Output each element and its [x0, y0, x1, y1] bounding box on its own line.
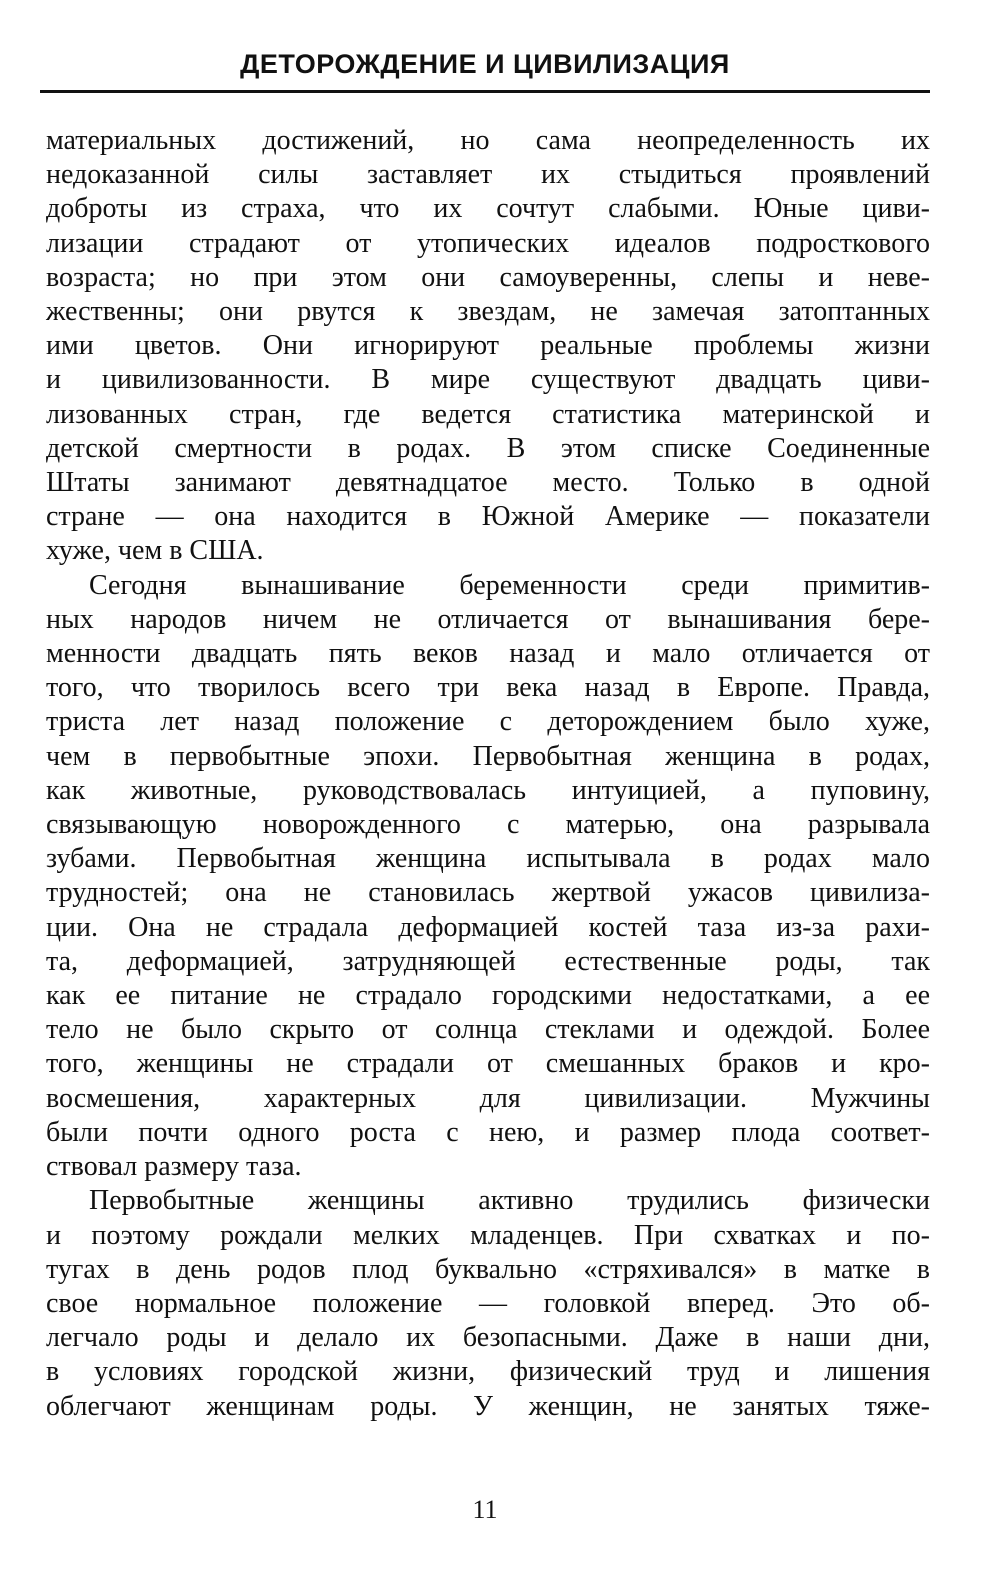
paragraph-3	[46, 1184, 930, 1423]
text-line: хуже, чем в США.	[46, 535, 264, 567]
text-line: того, женщины не страдали от смешанных браков и кро-	[46, 1048, 930, 1080]
text-line: доброты из страха, что их сочтут слабыми. Юные циви-	[46, 193, 930, 225]
text-line: облегчают женщинам роды. У женщин, не занятых тяже-	[46, 1390, 930, 1422]
text-line: ими цветов. Они игнорируют реальные проблемы жизни	[46, 330, 930, 362]
text-line: и цивилизованности. В мире существуют двадцать циви-	[46, 364, 930, 396]
paragraph-2	[46, 569, 930, 1185]
text-line: ствовал размеру таза.	[46, 1151, 302, 1183]
body-text	[46, 124, 930, 1424]
text-line: та, деформацией, затрудняющей естественные роды, так	[46, 945, 930, 977]
text-line: Сегодня вынашивание беременности среди примитив-	[89, 569, 930, 601]
text-line: были почти одного роста с нею, и размер плода соответ-	[46, 1116, 930, 1148]
text-line: тело не было скрыто от солнца стеклами и одеждой. Более	[46, 1014, 930, 1046]
text-line: детской смертности в родах. В этом списке Соединенные	[46, 432, 930, 464]
running-title: ДЕТОРОЖДЕНИЕ И ЦИВИЛИЗАЦИЯ	[240, 49, 730, 79]
text-line: Штаты занимают девятнадцатое место. Только в одной	[46, 467, 930, 499]
text-line: как ее питание не страдало городскими недостатками, а ее	[46, 980, 930, 1012]
text-line: лизованных стран, где ведется статистика материнской и	[46, 398, 930, 430]
text-line: восмешения, характерных для цивилизации. Мужчины	[46, 1082, 930, 1114]
text-line: зубами. Первобытная женщина испытывала в родах мало	[46, 843, 930, 875]
text-line: менности двадцать пять веков назад и мало отличается от	[46, 638, 930, 670]
text-line: недоказанной силы заставляет их стыдиться проявлений	[46, 159, 930, 191]
text-line: материальных достижений, но сама неопределенность их	[46, 125, 930, 156]
text-line: стране — она находится в Южной Америке — показатели	[46, 501, 930, 533]
text-line: возраста; но при этом они самоуверенны, слепы и неве-	[46, 261, 930, 293]
text-line: трудностей; она не становилась жертвой ужасов цивилиза-	[46, 877, 930, 909]
text-line: жественны; они рвутся к звездам, не замечая затоптанных	[46, 296, 930, 328]
paragraph-1	[46, 124, 930, 569]
text-line: свое нормальное положение — головкой вперед. Это об-	[46, 1287, 930, 1319]
text-line: того, что творилось всего три века назад в Европе. Правда,	[46, 672, 930, 704]
text-line: ных народов ничем не отличается от вынашивания бере-	[46, 603, 930, 635]
text-line: легчало роды и делало их безопасными. Даже в наши дни,	[46, 1322, 930, 1354]
text-line: в условиях городской жизни, физический труд и лишения	[46, 1356, 930, 1388]
header-rule	[40, 90, 930, 93]
text-line: и поэтому рождали мелких младенцев. При схватках и по-	[46, 1219, 930, 1251]
text-line: ции. Она не страдала деформацией костей таза из-за рахи-	[46, 911, 930, 943]
text-line: чем в первобытные эпохи. Первобытная женщина в родах,	[46, 740, 930, 772]
text-line: Первобытные женщины активно трудились физически	[89, 1185, 930, 1217]
text-line: тугах в день родов плод буквально «стряхивался» в матке в	[46, 1253, 930, 1285]
text-line: лизации страдают от утопических идеалов подросткового	[46, 227, 930, 259]
text-line: как животные, руководствовалась интуицией, а пуповину,	[46, 774, 930, 806]
text-line: триста лет назад положение с деторождением было хуже,	[46, 706, 930, 738]
page-number: 11	[472, 1495, 498, 1524]
text-line: связывающую новорожденного с матерью, она разрывала	[46, 809, 930, 841]
